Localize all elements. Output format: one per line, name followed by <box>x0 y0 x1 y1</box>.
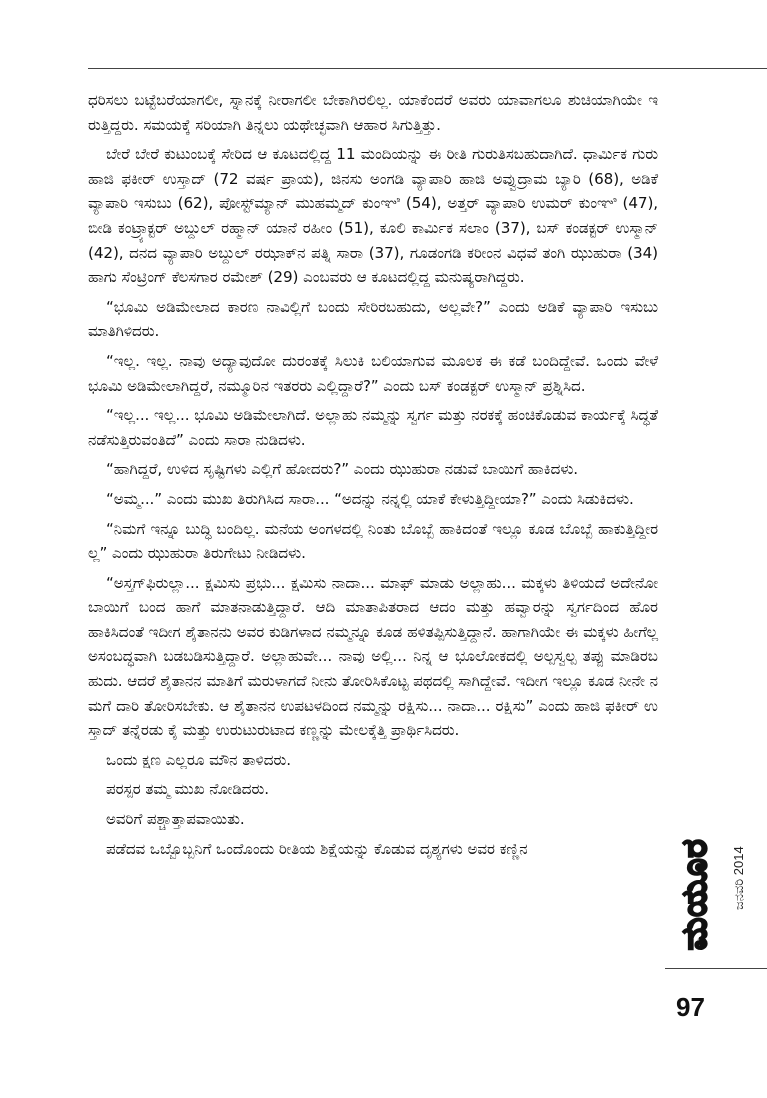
page-number: 97 <box>676 992 705 1022</box>
paragraph-10: ಒಂದು ಕ್ಷಣ ಎಲ್ಲರೂ ಮೌನ ತಾಳಿದರು. <box>106 750 291 769</box>
paragraph-1: ಧರಿಸಲು ಬಟ್ಟೆಬರೆಯಾಗಲೀ, ಸ್ನಾನಕ್ಕೆ ನೀರಾಗಲೀ ಬೇಕಾಗಿರಲಿಲ್ಲ. ಯಾಕೆಂದರೆ ಅವರು ಯಾವಾಗಲೂ ಶುಚಿಯಾಗಿಯೇ ಇರುತ್ತಿದ್ದರು. ಸಮಯಕ್ಕೆ ಸರಿಯಾಗಿ ತಿನ್ನಲು ಯಥೇಚ್ಛವಾಗಿ ಆಹಾರ ಸಿಗುತ್ತಿತ್ತು. <box>88 91 658 134</box>
magazine-logo: ಮಯೂರ <box>675 838 715 950</box>
folio-rule <box>665 968 767 969</box>
top-rule <box>88 68 767 69</box>
paragraph-3: “ಭೂಮಿ ಅಡಿಮೇಲಾದ ಕಾರಣ ನಾವಿಲ್ಲಿಗೆ ಬಂದು ಸೇರಿರಬಹುದು, ಅಲ್ಲವೇ?” ಎಂದು ಅಡಿಕೆ ವ್ಯಾಪಾರಿ ಇಸುಬು ಮಾತಿಗಿಳಿದರು. <box>88 297 658 341</box>
paragraph-7: “ಅಮ್ಮ...” ಎಂದು ಮುಖ ತಿರುಗಿಸಿದ ಸಾರಾ... “ಅದನ್ನು ನನ್ನಲ್ಲಿ ಯಾಕೆ ಕೇಳುತ್ತಿದ್ದೀಯಾ?” ಎಂದು ಸಿಡುಕಿದಳು. <box>106 489 634 508</box>
paragraph-4: “ಇಲ್ಲ. ಇಲ್ಲ. ನಾವು ಅದ್ಯಾವುದೋ ದುರಂತಕ್ಕೆ ಸಿಲುಕಿ ಬಲಿಯಾಗುವ ಮೂಲಕ ಈ ಕಡೆ ಬಂದಿದ್ದೇವೆ. ಒಂದು ವೇಳೆ ಭೂಮಿ ಅಡಿಮೇಲಾಗಿದ್ದರೆ, ನಮ್ಮೂರಿನ ಇತರರು ಎಲ್ಲಿದ್ದಾರೆ?” ಎಂದು ಬಸ್ ಕಂಡಕ್ಟರ್ ಉಸ್ಮಾನ್ ಪ್ರಶ್ನಿಸಿದ. <box>88 351 658 395</box>
paragraph-11: ಪರಸ್ಪರ ತಮ್ಮ ಮುಖ ನೋಡಿದರು. <box>106 780 269 799</box>
paragraph-13: ಪಡೆದವ ಒಬ್ಬೊಬ್ಬನಿಗೆ ಒಂದೊಂದು ರೀತಿಯ ಶಿಕ್ಷೆಯನ್ನು ಕೊಡುವ ದೃಶ್ಯಗಳು ಅವರ ಕಣ್ಣಿನ <box>106 839 528 858</box>
paragraph-12: ಅವರಿಗೆ ಪಶ್ಚಾತ್ತಾಪವಾಯಿತು. <box>106 810 245 829</box>
paragraph-2: ಬೇರೆ ಬೇರೆ ಕುಟುಂಬಕ್ಕೆ ಸೇರಿದ ಆ ಕೂಟದಲ್ಲಿದ್ದ 11 ಮಂದಿಯನ್ನು ಈ ರೀತಿ ಗುರುತಿಸಬಹುದಾಗಿದೆ. ಧಾರ್ಮಿಕ ಗುರು ಹಾಜಿ ಫಕೀರ್ ಉಸ್ತಾದ್ (72 ವರ್ಷ ಪ್ರಾಯ), ಜಿನಸು ಅಂಗಡಿ ವ್ಯಾಪಾರಿ ಹಾಜಿ ಅವ್ವುದ್ರಾಮ ಬ್ಯಾರಿ (68), ಅಡಿಕೆ ವ್ಯಾಪಾರಿ ಇಸುಬು (62), ಪೋಸ್ಟ್‌ಮ್ಯಾನ್ ಮುಹಮ್ಮದ್ ಕುಂಞಿ (54), ಅತ್ತರ್ ವ್ಯಾಪಾರಿ ಉಮರ್ ಕುಂಞಿ (47), ಬೀಡಿ ಕಂಟ್ರ್ಯಾಕ್ಟರ್ ಅಬ್ದುಲ್ ರಹ್ಮಾನ್ ಯಾನೆ ರಹೀಂ (51), ಕೂಲಿ ಕಾರ್ಮಿಕ ಸಲಾಂ (37), ಬಸ್ ಕಂಡಕ್ಟರ್ ಉಸ್ಮಾನ್ (42), ದನದ ವ್ಯಾಪಾರಿ ಅಬ್ದುಲ್ ರಝಾಕ್‌ನ ಪತ್ನಿ ಸಾರಾ (37), ಗೂಡಂಗಡಿ ಕರೀಂನ ವಿಧವೆ ತಂಗಿ ಝುಹುರಾ (34) ಹಾಗು ಸೆಂಟ್ರಿಂಗ್ ಕೆಲಸಗಾರ ರಮೇಶ್ (29) ಎಂಬವರು ಆ ಕೂಟದಲ್ಲಿದ್ದ ಮನುಷ್ಯರಾಗಿದ್ದರು. <box>88 145 658 287</box>
issue-date: ಜನವರಿ 2014 <box>731 846 746 910</box>
magazine-sidebar <box>667 798 767 1098</box>
paragraph-6: “ಹಾಗಿದ್ದರೆ, ಉಳಿದ ಸೃಷ್ಟಿಗಳು ಎಲ್ಲಿಗೆ ಹೋದರು?” ಎಂದು ಝುಹುರಾ ನಡುವೆ ಬಾಯಿಗೆ ಹಾಕಿದಳು. <box>106 460 579 479</box>
paragraph-9: “ಅಸ್ತಗ್‌ಫಿರುಲ್ಲಾ... ಕ್ಷಮಿಸು ಪ್ರಭು... ಕ್ಷಮಿಸು ನಾದಾ... ಮಾಫ್ ಮಾಡು ಅಲ್ಲಾಹು... ಮಕ್ಕಳು ತಿಳಿಯದೆ ಅದೇನೋ ಬಾಯಿಗೆ ಬಂದ ಹಾಗೆ ಮಾತನಾಡುತ್ತಿದ್ದಾರೆ. ಆದಿ ಮಾತಾಪಿತರಾದ ಆದಂ ಮತ್ತು ಹವ್ವಾರನ್ನು ಸ್ವರ್ಗದಿಂದ ಹೊರ ಹಾಕಿಸಿದಂತೆ ಇದೀಗ ಶೈತಾನನು ಅವರ ಕುಡಿಗಳಾದ ನಮ್ಮನ್ನೂ ಕೂಡ ಹಳಿತಪ್ಪಿಸುತ್ತಿದ್ದಾನೆ. ಹಾಗಾಗಿಯೇ ಈ ಮಕ್ಕಳು ಹೀಗೆಲ್ಲ ಅಸಂಬದ್ಧವಾಗಿ ಬಡಬಡಿಸುತ್ತಿದ್ದಾರೆ. ಅಲ್ಲಾಹುವೇ... ನಾವು ಅಲ್ಲಿ... ನಿನ್ನ ಆ ಭೂಲೋಕದಲ್ಲಿ ಅಲ್ಪಸ್ವಲ್ಪ ತಪ್ಪು ಮಾಡಿರಬಹುದು. ಆದರೆ ಶೈತಾನನ ಮಾತಿಗೆ ಮರುಳಾಗದೆ ನೀನು ತೋರಿಸಿಕೊಟ್ಟ ಪಥದಲ್ಲಿ ಸಾಗಿದ್ದೇವೆ. ಇದೀಗ ಇಲ್ಲೂ ಕೂಡ ನೀನೇ ನಮಗೆ ದಾರಿ ತೋರಿಸಬೇಕು. ಆ ಶೈತಾನನ ಉಪಟಳದಿಂದ ನಮ್ಮನ್ನು ರಕ್ಷಿಸು... ನಾದಾ... ರಕ್ಷಿಸು” ಎಂದು ಹಾಜಿ ಫಕೀರ್ ಉಸ್ತಾದ್ ತನ್ನೆರಡು ಕೈ ಮತ್ತು ಉರುಟುರುಟಾದ ಕಣ್ಣನ್ನು ಮೇಲಕ್ಕೆತ್ತಿ ಪ್ರಾರ್ಥಿಸಿದರು. <box>88 573 659 740</box>
article-body <box>88 88 658 861</box>
paragraph-5: “ಇಲ್ಲ... ಇಲ್ಲ... ಭೂಮಿ ಅಡಿಮೇಲಾಗಿದೆ. ಅಲ್ಲಾಹು ನಮ್ಮನ್ನು ಸ್ವರ್ಗ ಮತ್ತು ನರಕಕ್ಕೆ ಹಂಚಿಕೊಡುವ ಕಾರ್ಯಕ್ಕೆ ಸಿದ್ಧತೆ ನಡೆಸುತ್ತಿರುವಂತಿದೆ” ಎಂದು ಸಾರಾ ನುಡಿದಳು. <box>88 406 658 449</box>
paragraph-8: “ನಿಮಗೆ ಇನ್ನೂ ಬುದ್ಧಿ ಬಂದಿಲ್ಲ. ಮನೆಯ ಅಂಗಳದಲ್ಲಿ ನಿಂತು ಬೊಬ್ಬೆ ಹಾಕಿದಂತೆ ಇಲ್ಲೂ ಕೂಡ ಬೊಬ್ಬೆ ಹಾಕುತ್ತಿದ್ದೀರಲ್ಲ” ಎಂದು ಝುಹುರಾ ತಿರುಗೇಟು ನೀಡಿದಳು. <box>88 519 658 563</box>
